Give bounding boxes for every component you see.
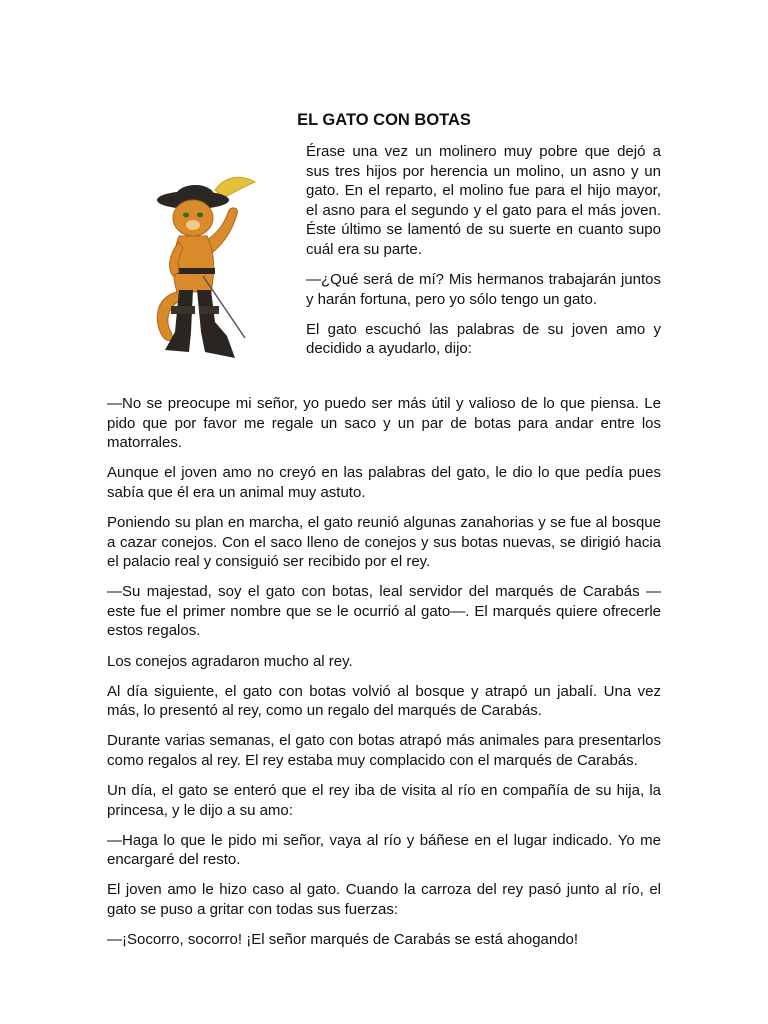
document-page <box>107 110 661 960</box>
story-paragraph: —No se preocupe mi señor, yo puedo ser más útil y valioso de lo que piensa. Le pido que por favor me regale un saco y un par de botas para andar entre los matorrales. <box>107 395 661 452</box>
story-paragraph: —Haga lo que le pido mi señor, vaya al río y báñese en el lugar indicado. Yo me encargaré del resto. <box>107 831 661 869</box>
puss-in-boots-cat-icon <box>145 172 265 370</box>
story-paragraph: Poniendo su plan en marcha, el gato reunió algunas zanahorias y se fue al bosque a cazar conejos. Con el saco lleno de conejos y sus botas nuevas, se dirigió hacia el palacio real y consiguió ser recibido por el rey. <box>107 513 661 571</box>
story-paragraph: —Su majestad, soy el gato con botas, leal servidor del marqués de Carabás — este fue el primer nombre que se le ocurrió al gato—. El marqués quiere ofrecerle estos regalos. <box>107 583 661 640</box>
story-paragraph: Al día siguiente, el gato con botas volvió al bosque y atrapó un jabalí. Una vez más, lo presentó al rey, como un regalo del marqués de Carabás. <box>107 682 661 720</box>
story-paragraph: Durante varias semanas, el gato con botas atrapó más animales para presentarlos como regalos al rey. El rey estaba muy complacido con el marqués de Carabás. <box>107 732 661 769</box>
intro-paragraph: El gato escuchó las palabras de su joven amo y decidido a ayudarlo, dijo: <box>306 320 661 358</box>
intro-paragraph: Érase una vez un molinero muy pobre que dejó a sus tres hijos por herencia un molino, un asno y un gato. En el reparto, el molino fue para el hijo mayor, el asno para el segundo y el gato para el más joven. Éste último se lamentó de su suerte en cuanto supo cuál era su parte. <box>306 143 661 258</box>
intro-paragraph: —¿Qué será de mí? Mis hermanos trabajarán juntos y harán fortuna, pero yo sólo tengo un gato. <box>306 271 661 308</box>
story-paragraph: Aunque el joven amo no creyó en las palabras del gato, le dio lo que pedía pues sabía que él era un animal muy astuto. <box>107 464 661 501</box>
story-paragraph: —¡Socorro, socorro! ¡El señor marqués de Carabás se está ahogando! <box>107 931 579 949</box>
story-paragraph: Los conejos agradaron mucho al rey. <box>107 652 353 670</box>
story-body <box>107 394 661 950</box>
intro-section <box>107 142 661 394</box>
document-title: EL GATO CON BOTAS <box>297 111 471 129</box>
intro-text-column <box>306 142 661 369</box>
story-paragraph: Un día, el gato se enteró que el rey iba de visita al río en compañía de su hija, la princesa, y le dijo a su amo: <box>107 782 661 819</box>
story-paragraph: El joven amo le hizo caso al gato. Cuando la carroza del rey pasó junto al río, el gato se puso a gritar con todas sus fuerzas: <box>107 881 661 918</box>
